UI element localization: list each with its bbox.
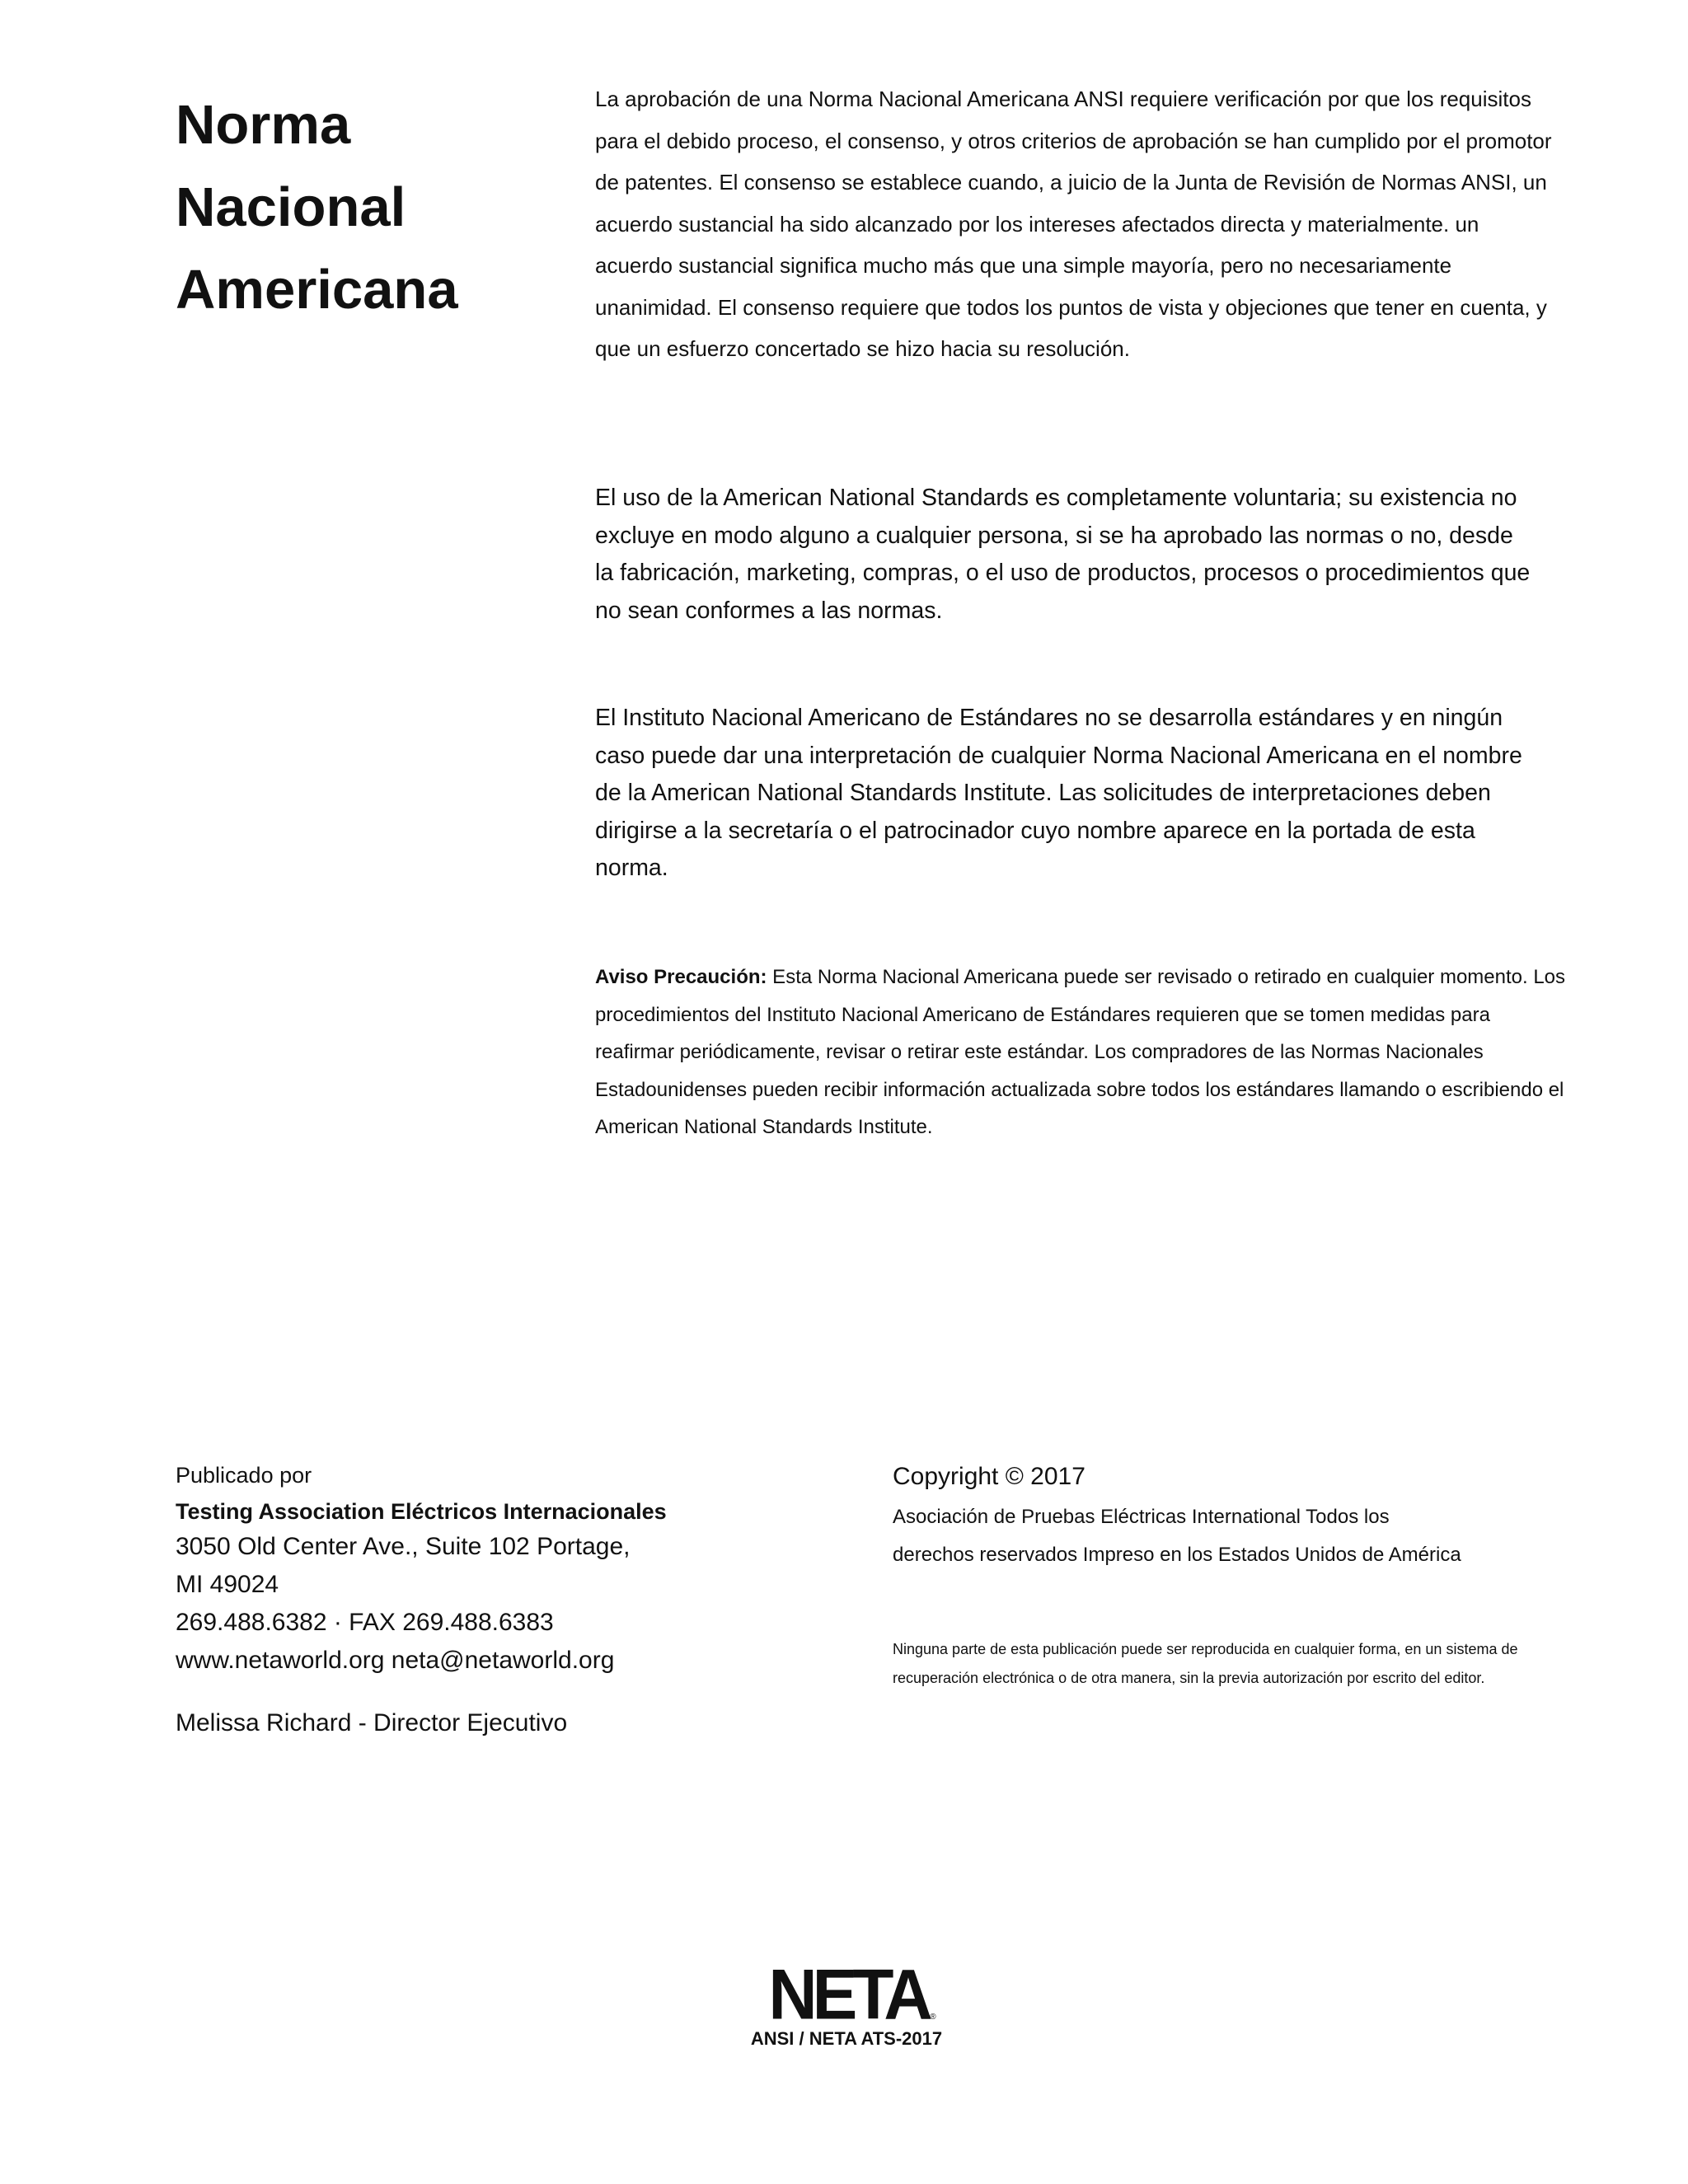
page-title-line-1: Norma xyxy=(176,94,351,156)
caution-notice-label: Aviso Precaución: xyxy=(595,966,767,988)
publisher-phone-fax: 269.488.6382 · FAX 269.488.6383 xyxy=(176,1609,554,1636)
publisher-director: Melissa Richard - Director Ejecutivo xyxy=(176,1709,568,1736)
reproduction-notice-line-2: recuperación electrónica o de otra manera, sin la previa autorización por escrito del editor. xyxy=(893,1670,1485,1686)
publisher-web-email: www.netaworld.org neta@netaworld.org xyxy=(176,1647,615,1674)
page-title-line-2: Nacional xyxy=(176,176,406,238)
publisher-address-line-1: 3050 Old Center Ave., Suite 102 Portage, xyxy=(176,1533,631,1560)
reproduction-notice-line-1: Ninguna parte de esta publicación puede ser reproducida en cualquier forma, en un sistema de xyxy=(893,1641,1518,1657)
publisher-organization: Testing Association Eléctricos Internacionales xyxy=(176,1499,667,1524)
neta-logo-text: NETA xyxy=(768,1955,928,2035)
copyright-line-1: Asociación de Pruebas Eléctricas International Todos los xyxy=(893,1506,1390,1528)
footer xyxy=(0,1955,1688,2051)
interpretation-paragraph: El Instituto Nacional Americano de Estándares no se desarrolla estándares y en ningún caso puede dar una interpretación de cualquier Norma Nacional Americana en el nombre de la American National Standards Institute. Las solicitudes de interpretaciones deben dirigirse a la secretaría o el patrocinador cuyo nombre aparece en la portada de esta norma. xyxy=(595,705,1522,881)
approval-paragraph: La aprobación de una Norma Nacional Americana ANSI requiere verificación por que los requisitos para el debido proceso, el consenso, y otros criterios de aprobación se han cumplido por el promotor de patentes. El consenso se establece cuando, a juicio de la Junta de Revisión de Normas ANSI, un acuerdo sustancial ha sido alcanzado por los intereses afectados directa y materialmente. un acuerdo sustancial significa mucho más que una simple mayoría, pero no necesariamente unanimidad. El consenso requiere que todos los puntos de vista y objeciones que tener en cuenta, y que un esfuerzo concertado se hizo hacia su resolución. xyxy=(595,87,1552,361)
copyright-block xyxy=(893,1459,1568,1693)
reproduction-notice xyxy=(893,1635,1568,1693)
registered-mark-icon: ® xyxy=(930,2013,936,2022)
page-title-line-3: Americana xyxy=(176,259,458,321)
caution-notice-paragraph xyxy=(595,958,1568,1146)
document-code: ANSI / NETA ATS-2017 xyxy=(750,2028,943,2049)
caution-notice-text: Esta Norma Nacional Americana puede ser revisado o retirado en cualquier momento. Los procedimientos del Instituto Nacional Americano de Estándares requieren que se tomen medidas para reafirmar periódicamente, revisar o retirar este estándar. Los compradores de las Normas Nacionales Estadounidenses pueden recibir información actualizada sobre todos los estándares llamando o escribiendo el American National Standards Institute. xyxy=(595,966,1566,1138)
publisher-block xyxy=(176,1459,884,1742)
neta-logo xyxy=(768,1955,936,2035)
page-title xyxy=(176,84,555,331)
voluntary-use-paragraph: El uso de la American National Standards es completamente voluntaria; su existencia no excluye en modo alguno a cualquier persona, si se ha aprobado las normas o no, desde la fabricación, marketing, compras, o el uso de productos, procesos o procedimientos que no sean conformes a las normas. xyxy=(595,485,1531,624)
copyright-line-2: derechos reservados Impreso en los Estados Unidos de América xyxy=(893,1544,1461,1566)
publisher-label: Publicado por xyxy=(176,1463,312,1488)
copyright-title: Copyright © 2017 xyxy=(893,1463,1085,1490)
publisher-address-line-2: MI 49024 xyxy=(176,1571,279,1598)
